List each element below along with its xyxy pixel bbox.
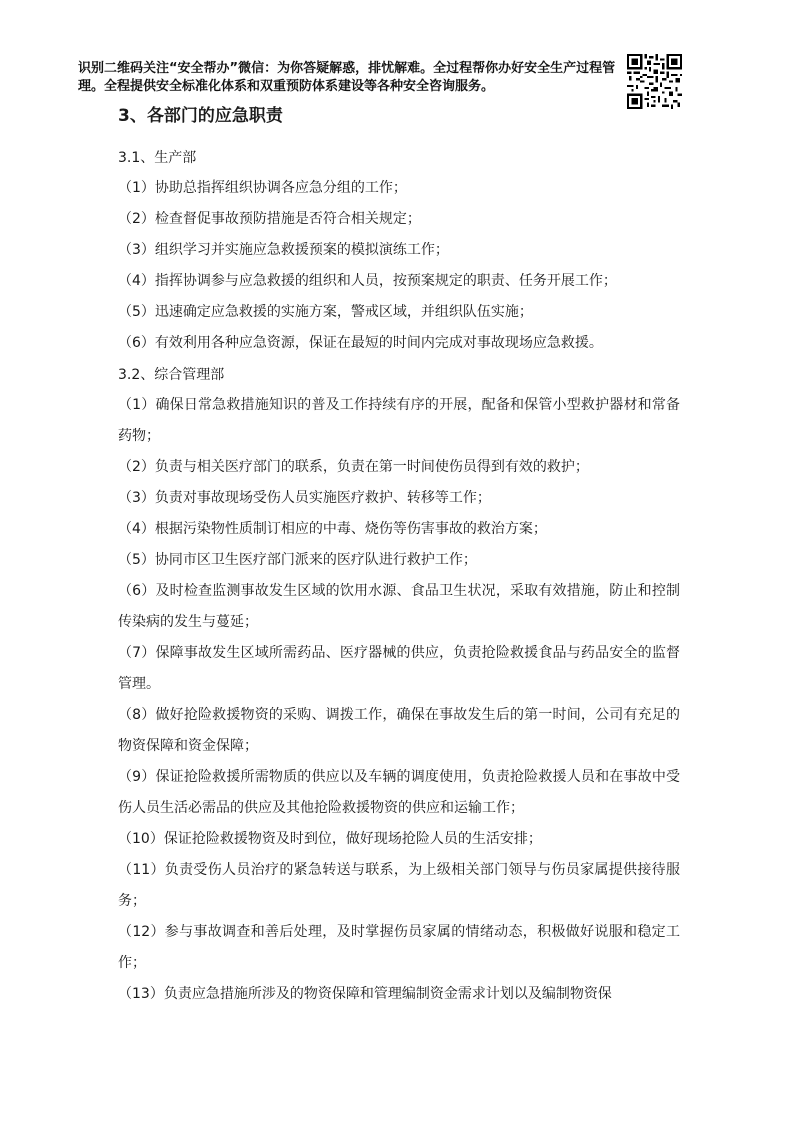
list-item: （13）负责应急措施所涉及的物资保障和管理编制资金需求计划以及编制物资保 <box>118 986 612 1002</box>
subsection-heading: 3.1、生产部 <box>118 149 197 166</box>
list-item: （12）参与事故调查和善后处理，及时掌握伤员家属的情绪动态，积极做好说服和稳定工作； <box>118 924 680 971</box>
list-item: （6）及时检查监测事故发生区域的饮用水源、食品卫生状况，采取有效措施，防止和控制传染病的发生与蔓延； <box>118 583 680 630</box>
subsection-heading: 3.2、综合管理部 <box>118 366 225 383</box>
list-item: （6）有效利用各种应急资源，保证在最短的时间内完成对事故现场应急救援。 <box>118 335 603 351</box>
list-item: （2）检查督促事故预防措施是否符合相关规定； <box>118 211 421 227</box>
qr-code-icon[interactable] <box>627 54 682 109</box>
list-item: （11）负责受伤人员治疗的紧急转送与联系，为上级相关部门领导与伤员家属提供接待服务； <box>118 862 680 909</box>
document-body <box>118 102 680 1010</box>
list-item: （4）指挥协调参与应急救援的组织和人员，按预案规定的职责、任务开展工作； <box>118 273 617 289</box>
list-item: （8）做好抢险救援物资的采购、调拨工作，确保在事故发生后的第一时间，公司有充足的物资保障和资金保障； <box>118 707 680 754</box>
list-item: （4）根据污染物性质制订相应的中毒、烧伤等伤害事故的救治方案； <box>118 521 547 537</box>
list-item: （5）协同市区卫生医疗部门派来的医疗队进行救护工作； <box>118 552 477 568</box>
list-item: （3）负责对事故现场受伤人员实施医疗救护、转移等工作； <box>118 490 491 506</box>
list-item: （3）组织学习并实施应急救援预案的模拟演练工作； <box>118 242 449 258</box>
list-item: （1）协助总指挥组织协调各应急分组的工作； <box>118 180 407 196</box>
list-item: （7）保障事故发生区域所需药品、医疗器械的供应，负责抢险救援食品与药品安全的监督管理。 <box>118 645 680 692</box>
section-title: 3、各部门的应急职责 <box>118 106 283 126</box>
list-item: （1）确保日常急救措施知识的普及工作持续有序的开展，配备和保管小型救护器材和常备药物； <box>118 397 680 444</box>
list-item: （5）迅速确定应急救援的实施方案，警戒区域，并组织队伍实施； <box>118 304 533 320</box>
list-item: （9）保证抢险救援所需物质的供应以及车辆的调度使用，负责抢险救援人员和在事故中受伤人员生活必需品的供应及其他抢险救援物资的供应和运输工作； <box>118 769 680 816</box>
subsection-production <box>118 142 680 359</box>
subsection-general-management <box>118 359 680 1010</box>
promo-banner: 识别二维码关注“安全帮办”微信：为你答疑解惑，排忧解难。全过程帮你办好安全生产过程管理。全程提供安全标准化体系和双重预防体系建设等各种安全咨询服务。 <box>78 61 616 94</box>
list-item: （10）保证抢险救援物资及时到位，做好现场抢险人员的生活安排； <box>118 831 542 847</box>
list-item: （2）负责与相关医疗部门的联系，负责在第一时间使伤员得到有效的救护； <box>118 459 589 475</box>
